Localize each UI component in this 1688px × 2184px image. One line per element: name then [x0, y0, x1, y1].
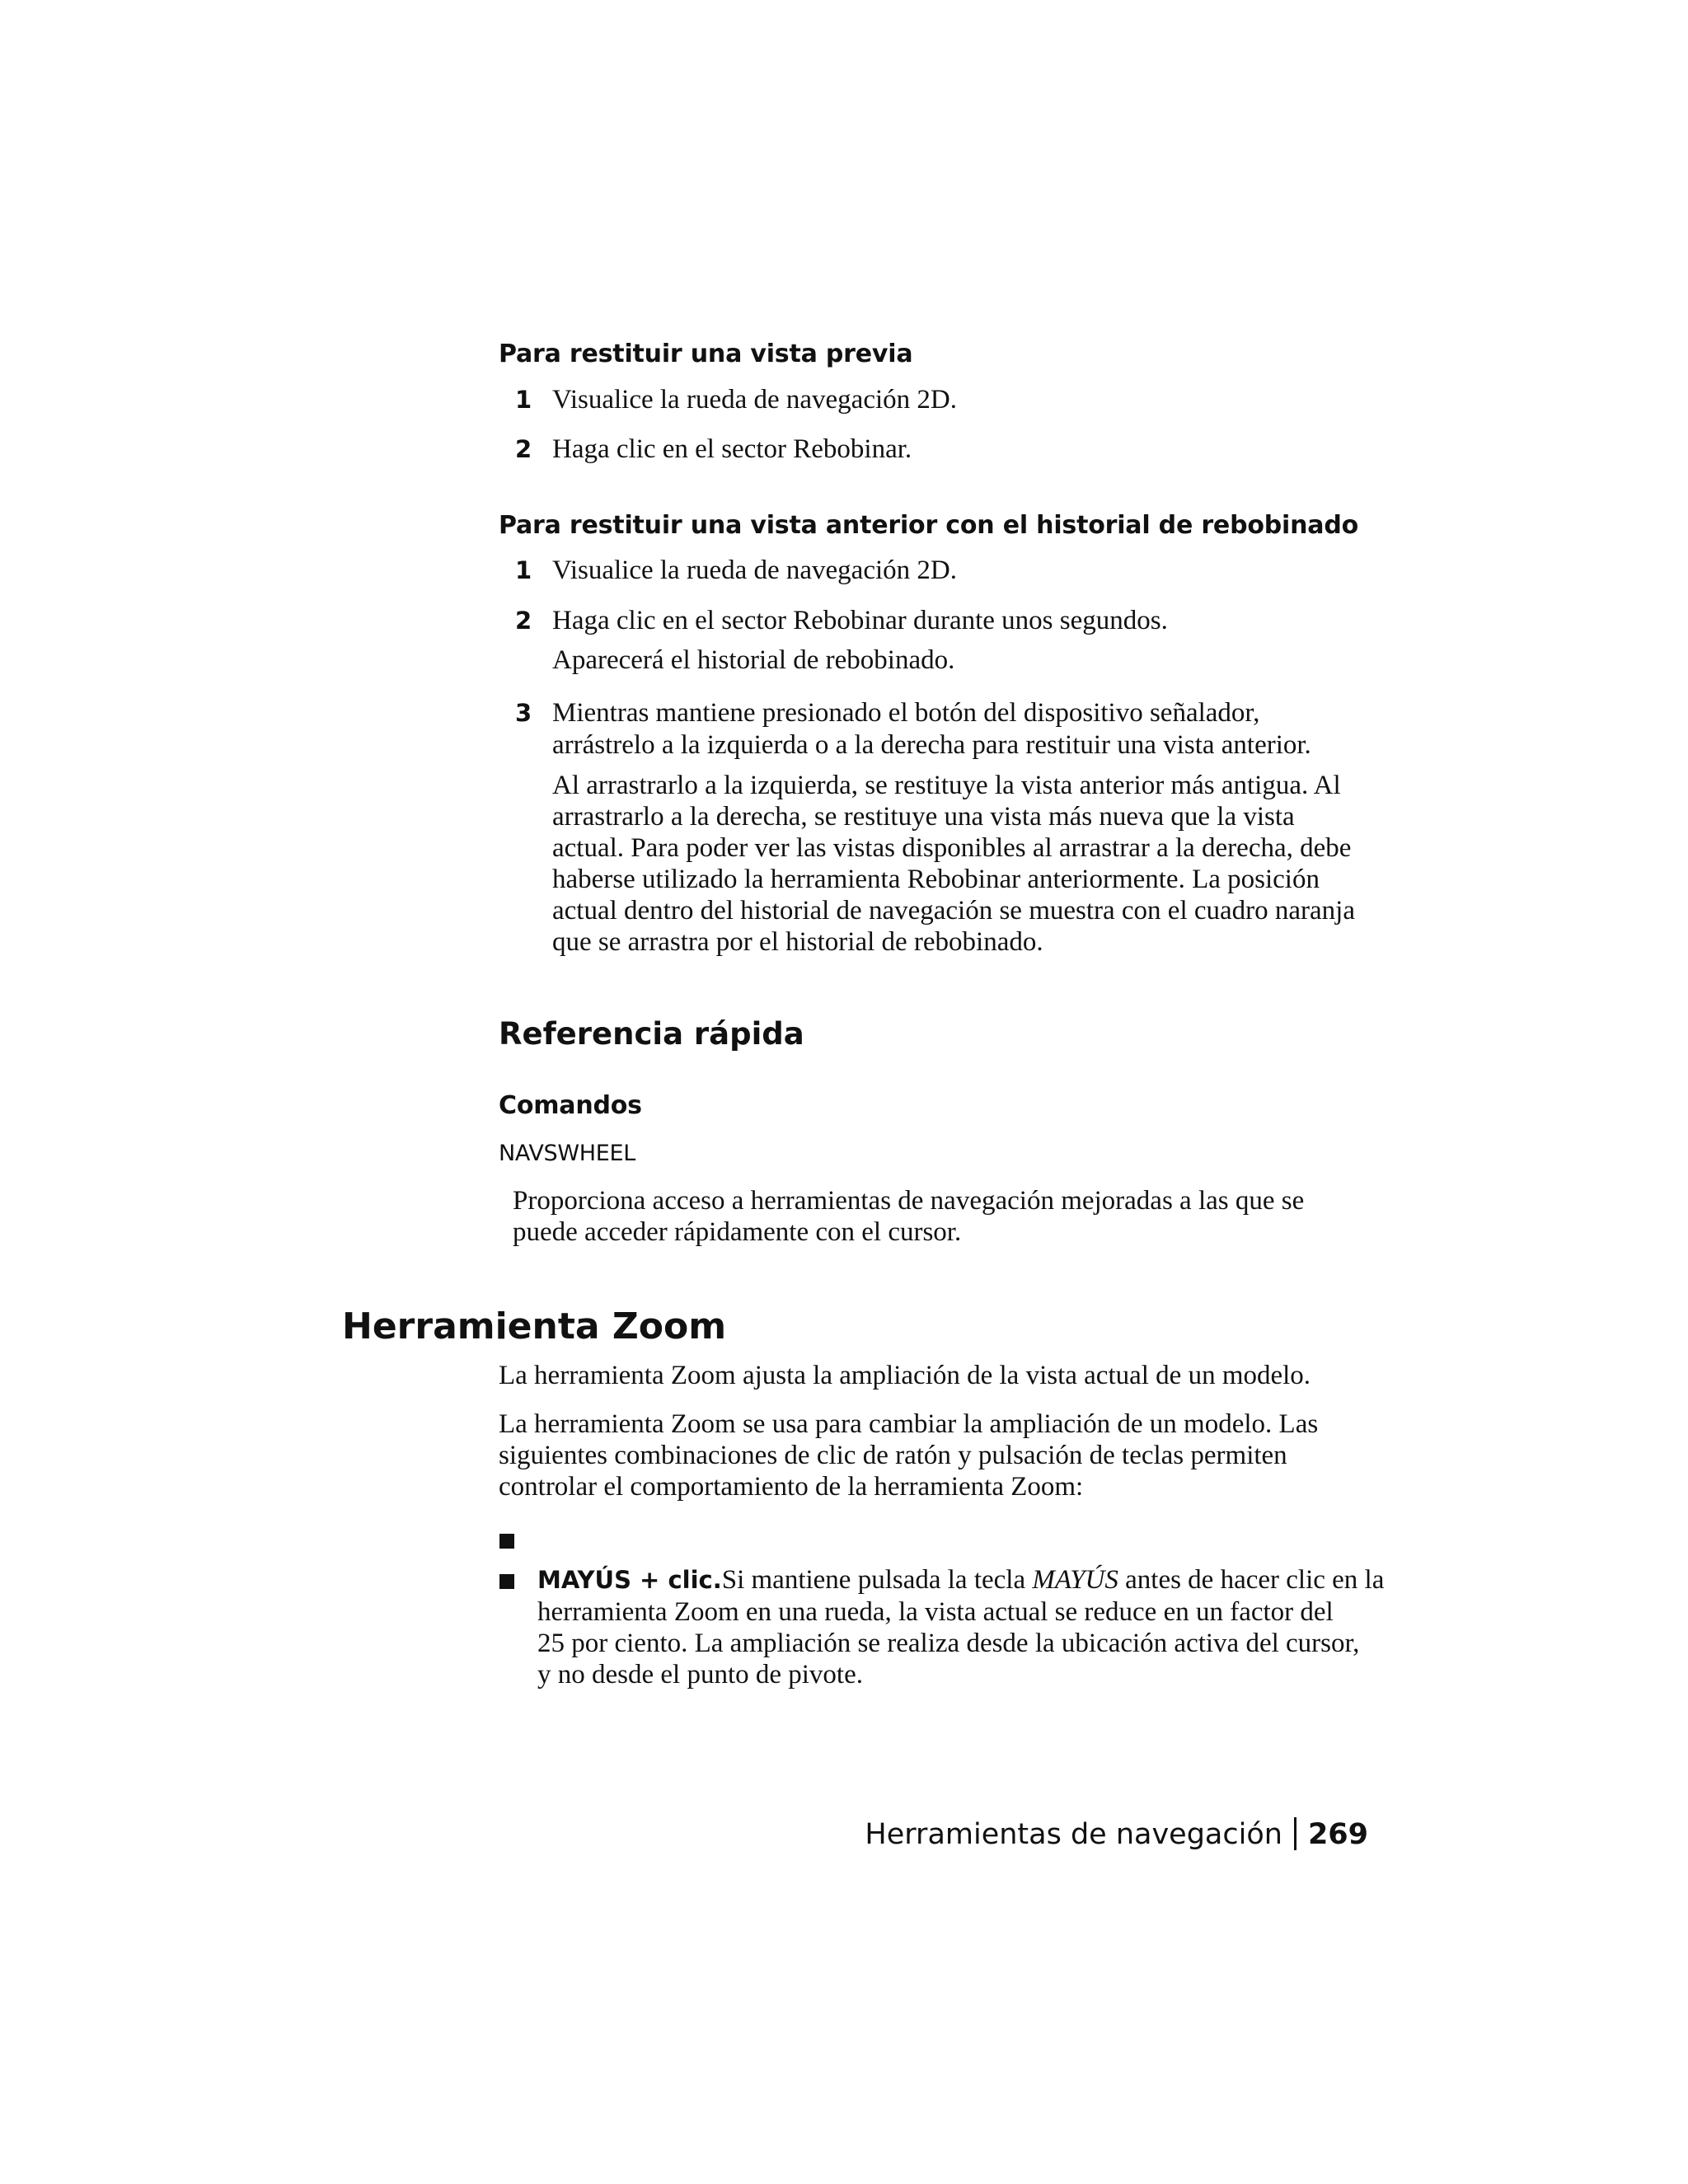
- step-text: Visualice la rueda de navegación 2D.: [552, 555, 957, 585]
- step-number: 2: [515, 435, 532, 463]
- step-number: 1: [515, 386, 532, 414]
- step-note-line: actual. Para poder ver las vistas disponibles al arrastrar a la derecha, debe: [552, 833, 1352, 863]
- step-note-line: que se arrastra por el historial de rebobinado.: [552, 927, 1043, 957]
- step-text: Visualice la rueda de navegación 2D.: [552, 385, 957, 415]
- page-number: 269: [1307, 1818, 1368, 1851]
- step-note: Aparecerá el historial de rebobinado.: [552, 645, 955, 675]
- bullet-text: antes de hacer clic en la: [1118, 1565, 1385, 1595]
- step-number: 3: [515, 699, 532, 727]
- bullet-marker: [499, 1534, 514, 1549]
- paragraph-line: siguientes combinaciones de clic de ratón y pulsación de teclas permiten: [499, 1441, 1287, 1470]
- step-note-line: arrastrarlo a la derecha, se restituye una vista más nueva que la vista: [552, 802, 1295, 832]
- bullet-marker: [499, 1574, 514, 1589]
- chapter-section-heading: Herramienta Zoom: [342, 1305, 727, 1347]
- intro-paragraph: La herramienta Zoom ajusta la ampliación de la vista actual de un modelo.: [499, 1361, 1311, 1390]
- bullet-text: Si mantiene pulsada la tecla: [721, 1565, 1033, 1595]
- step-note-line: actual dentro del historial de navegación se muestra con el cuadro naranja: [552, 896, 1355, 926]
- step-text: Haga clic en el sector Rebobinar.: [552, 434, 912, 464]
- paragraph-line: controlar el comportamiento de la herramienta Zoom:: [499, 1472, 1084, 1502]
- step-text: Haga clic en el sector Rebobinar durante unos segundos.: [552, 606, 1168, 635]
- procedure-title: Para restituir una vista anterior con el historial de rebobinado: [499, 511, 1359, 540]
- bullet-key-italic: MAYÚS: [1032, 1565, 1118, 1595]
- procedure-title: Para restituir una vista previa: [499, 340, 913, 368]
- step-note-line: haberse utilizado la herramienta Rebobinar anteriormente. La posición: [552, 865, 1320, 894]
- bullet-item-line: y no desde el punto de pivote.: [537, 1660, 864, 1690]
- page-footer: [865, 1817, 1368, 1851]
- step-number: 1: [515, 556, 532, 584]
- paragraph-line: La herramienta Zoom se usa para cambiar la ampliación de un modelo. Las: [499, 1409, 1319, 1439]
- step-note-line: Al arrastrarlo a la izquierda, se restituye la vista anterior más antigua. Al: [552, 771, 1341, 800]
- step-text-line: Mientras mantiene presionado el botón del dispositivo señalador,: [552, 698, 1260, 728]
- bullet-lead: MAYÚS + clic.: [537, 1566, 722, 1594]
- footer-chapter-title: Herramientas de navegación: [865, 1818, 1282, 1851]
- bullet-item-line: [537, 1564, 1384, 1596]
- bullet-item-line: 25 por ciento. La ampliación se realiza desde la ubicación activa del cursor,: [537, 1629, 1360, 1658]
- step-text-line: arrástrelo a la izquierda o a la derecha para restituir una vista anterior.: [552, 730, 1311, 760]
- bullet-item-line: herramienta Zoom en una rueda, la vista actual se reduce en un factor del: [537, 1597, 1334, 1627]
- command-description-line: puede acceder rápidamente con el cursor.: [513, 1217, 962, 1247]
- section-heading: Referencia rápida: [499, 1016, 804, 1052]
- command-name: NAVSWHEEL: [499, 1141, 636, 1166]
- footer-separator: [1294, 1817, 1296, 1850]
- step-number: 2: [515, 607, 532, 635]
- commands-label: Comandos: [499, 1091, 642, 1120]
- command-description-line: Proporciona acceso a herramientas de navegación mejoradas a las que se: [513, 1186, 1305, 1216]
